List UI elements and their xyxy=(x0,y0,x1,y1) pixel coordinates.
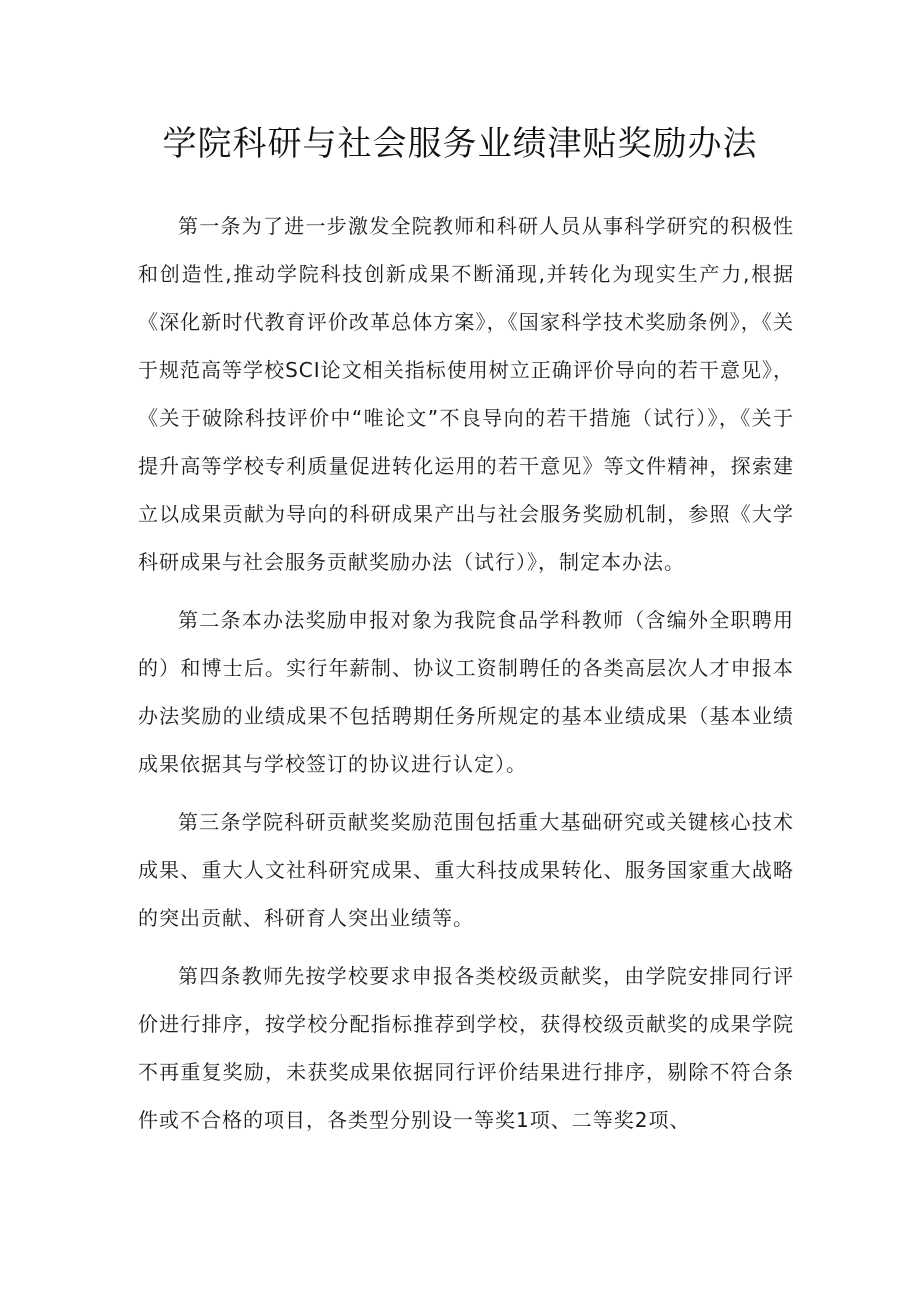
article-1-paragraph: 第一条为了进一步激发全院教师和科研人员从事科学研究的积极性和创造性,推动学院科技创新成果不断涌现,并转化为现实生产力,根据《深化新时代教育评价改革总体方案》，《国家科学技术奖励条例》，《关于规范高等学校SCI论文相关指标使用树立正确评价导向的若干意见》，《关于破除科技评价中“唯论文”不良导向的若干措施（试行）》，《关于提升高等学校专利质量促进转化运用的若干意见》等文件精神，探索建立以成果贡献为导向的科研成果产出与社会服务奖励机制，参照《大学科研成果与社会服务贡献奖励办法（试行）》，制定本办法。 xyxy=(138,214,794,574)
article-3-paragraph: 第三条学院科研贡献奖奖励范围包括重大基础研究或关键核心技术成果、重大人文社科研究成果、重大科技成果转化、服务国家重大战略的突出贡献、科研育人突出业绩等。 xyxy=(138,810,794,930)
document-title: 学院科研与社会服务业绩津贴奖励办法 xyxy=(162,124,758,164)
article-4-paragraph: 第四条教师先按学校要求申报各类校级贡献奖，由学院安排同行评价进行排序，按学校分配指标推荐到学校，获得校级贡献奖的成果学院不再重复奖励，未获奖成果依据同行评价结果进行排序，剔除不符合条件或不合格的项目，各类型分别设一等奖1项、二等奖2项、 xyxy=(138,964,794,1132)
article-2-paragraph: 第二条本办法奖励申报对象为我院食品学科教师（含编外全职聘用的）和博士后。实行年薪制、协议工资制聘任的各类高层次人才申报本办法奖励的业绩成果不包括聘期任务所规定的基本业绩成果（基本业绩成果依据其与学校签订的协议进行认定）。 xyxy=(138,608,794,776)
document-body xyxy=(138,202,794,1154)
